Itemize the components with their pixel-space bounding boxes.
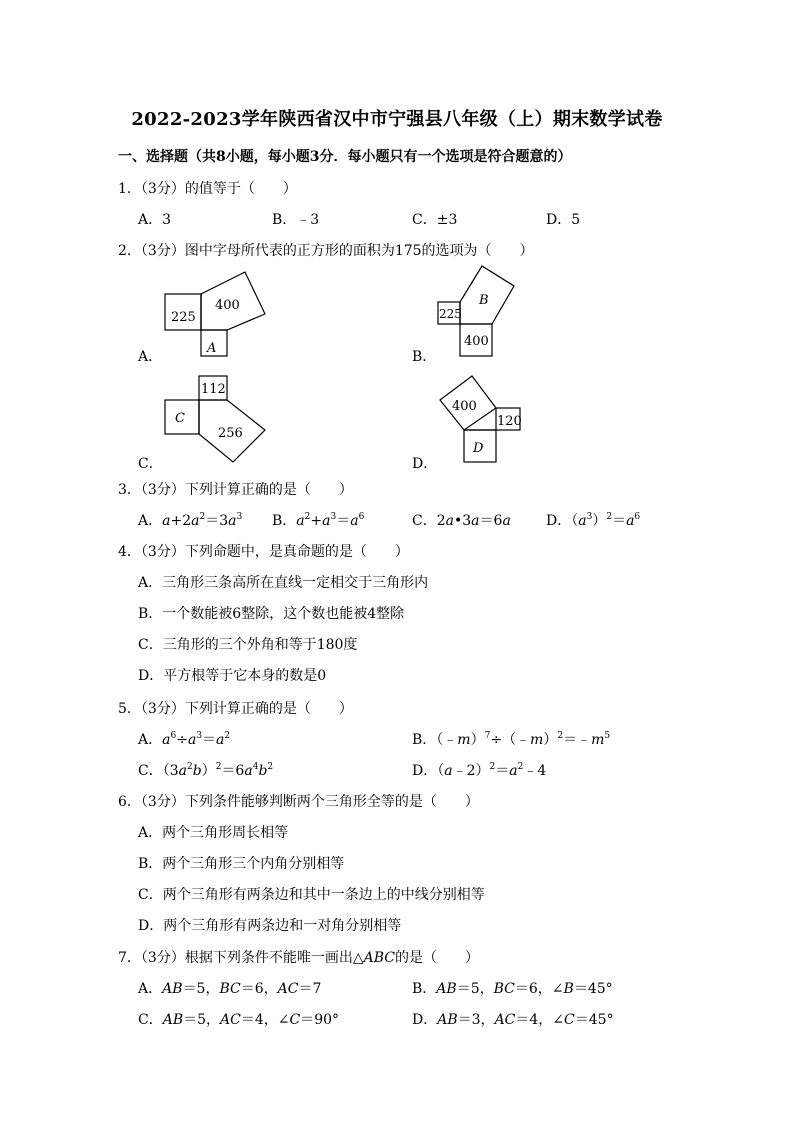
q6-stem: 6．（3分）下列条件能够判断两个三角形全等的是（ ）: [118, 794, 479, 810]
fig-b-label-400: 400: [464, 334, 489, 349]
q5-option-a: A．$a^6\div a^3=a^2$: [138, 731, 231, 748]
q5-option-c: C．$(3a^2b)^2=6a^4b^2$: [138, 762, 274, 779]
fig-d-label-letter: D: [473, 441, 484, 456]
q2-stem: 2．（3分）图中字母所代表的正方形的面积为175的选项为（ ）: [118, 243, 534, 259]
section-heading: 一、选择题（共8小题，每小题3分．每小题只有一个选项是符合题意的）: [118, 149, 572, 165]
q4-option-a: A．三角形三条高所在直线一定相交于三角形内: [138, 575, 429, 591]
q1-option-c: C．±3: [412, 212, 458, 228]
fig-a-label-225: 225: [171, 310, 196, 325]
q2-figure-d: [430, 370, 530, 470]
q4-stem: 4．（3分）下列命题中，是真命题的是（ ）: [118, 544, 409, 560]
q3-option-c: C．2a•3a＝6a: [412, 513, 511, 529]
q3-stem: 3．（3分）下列计算正确的是（ ）: [118, 482, 353, 498]
q7-stem: 7．（3分）根据下列条件不能唯一画出△ABC的是（ ）: [118, 950, 479, 966]
fig-d-label-120: 120: [497, 414, 522, 429]
q6-option-c: C．两个三角形有两条边和其中一条边上的中线分别相等: [138, 887, 485, 903]
q4-option-c: C．三角形的三个外角和等于180度: [138, 637, 358, 653]
q2-figure-c: [155, 370, 275, 470]
fig-d-label-400: 400: [452, 399, 477, 414]
q2-option-c: C．: [138, 456, 163, 472]
q6-option-b: B．两个三角形三个内角分别相等: [138, 856, 345, 872]
q1-stem: 1．（3分）的值等于（ ）: [118, 181, 297, 197]
q4-option-d: D．平方根等于它本身的数是0: [138, 668, 327, 684]
q2-option-d: D．: [412, 456, 438, 472]
q4-option-b: B．一个数能被6整除，这个数也能被4整除: [138, 606, 405, 622]
fig-b-label-225: 225: [439, 307, 462, 321]
q5-option-d: D．$(a﹣2)^2=a^2﹣4$: [412, 762, 547, 779]
q5-stem: 5．（3分）下列计算正确的是（ ）: [118, 701, 353, 717]
q2-option-a: A．: [138, 349, 163, 365]
fig-c-label-256: 256: [218, 426, 243, 441]
q1-option-d: D．5: [546, 212, 581, 228]
q3-option-d: D．$(a^3)^2=a^6$: [546, 512, 641, 529]
q6-option-a: A．两个三角形周长相等: [138, 825, 289, 841]
fig-c-label-letter: C: [175, 411, 185, 426]
q6-option-d: D．两个三角形有两条边和一对角分别相等: [138, 918, 402, 934]
fig-a-label-letter: A: [207, 341, 217, 356]
q2-option-b: B．: [412, 349, 437, 365]
q3-option-a: A．$a+2a^2=3a^3$: [138, 512, 243, 529]
page-title: 2022-2023学年陕西省汉中市宁强县八年级（上）期末数学试卷: [131, 109, 663, 130]
q1-option-a: A．3: [138, 212, 172, 228]
q1-option-b: B．﹣3: [272, 212, 320, 228]
q7-option-c: C．AB＝5，AC＝4，∠C＝90°: [138, 1012, 340, 1028]
q2-figure-a: [155, 262, 275, 362]
q7-option-d: D．AB＝3，AC＝4，∠C＝45°: [412, 1012, 614, 1028]
q7-option-a: A．AB＝5，BC＝6，AC＝7: [138, 981, 322, 997]
fig-b-label-letter: B: [479, 293, 489, 308]
q2-figure-b: [430, 262, 530, 362]
q7-option-b: B．AB＝5，BC＝6，∠B＝45°: [412, 981, 613, 997]
fig-a-label-400: 400: [215, 298, 240, 313]
q5-option-b: B．$(﹣m)^7\div(﹣m)^2=﹣m^5$: [412, 731, 611, 748]
fig-c-label-112: 112: [201, 382, 226, 397]
q3-option-b: B．$a^2+a^3=a^6$: [272, 512, 365, 529]
